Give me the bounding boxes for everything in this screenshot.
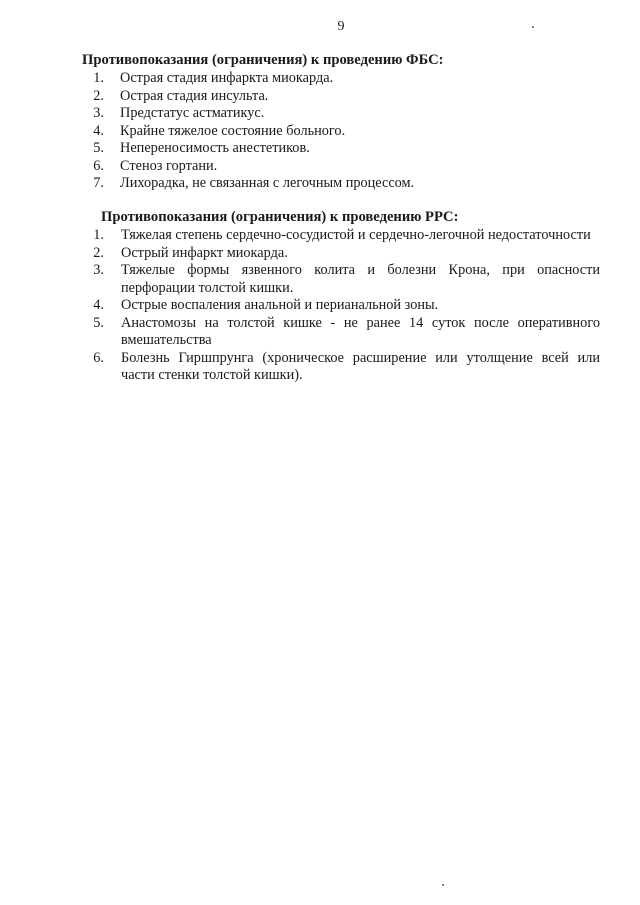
list-item-number: 1. [93, 70, 104, 86]
list-item [0, 158, 640, 176]
scan-speck [442, 884, 444, 886]
list-item-number: 2. [93, 87, 104, 104]
list-item-number: 3. [93, 105, 104, 121]
list-item [0, 227, 640, 245]
list-item-number: 2. [93, 244, 104, 261]
list-item-text: Лихорадка, не связанная с легочным процессом. [120, 175, 415, 191]
fbs-contraindications-section [0, 52, 640, 193]
list-item-text: Острая стадия инсульта. [120, 87, 269, 104]
list-item-number: 7. [93, 175, 104, 191]
list-item-text: Острый инфаркт миокарда. [121, 244, 288, 261]
scan-speck [532, 26, 534, 28]
list-item-number: 1. [93, 227, 104, 243]
list-item-text: Непереносимость анестетиков. [120, 140, 310, 156]
list-item-text: Крайне тяжелое состояние больного. [120, 122, 346, 139]
fbs-heading: Противопоказания (ограничения) к проведению ФБС: [82, 52, 444, 68]
list-item-text: Острые воспаления анальной и перианальной зоны. [121, 297, 439, 313]
prs-contraindications-section [0, 209, 640, 385]
list-item-number: 4. [93, 297, 104, 313]
list-item-text: Острая стадия инфаркта миокарда. [120, 70, 334, 86]
list-item-number: 5. [93, 140, 104, 156]
list-item [0, 88, 640, 106]
list-item-text: Стеноз гортани. [120, 157, 218, 174]
list-item [0, 140, 640, 158]
list-item [0, 123, 640, 141]
prs-list [0, 227, 640, 385]
page-number: 9 [337, 19, 345, 34]
list-item-number: 4. [93, 122, 104, 139]
list-item [0, 262, 640, 297]
list-item-number: 6. [93, 349, 104, 366]
list-item-text: Анастомозы на толстой кишке - не ранее 14 суток после оперативного вмешательства [121, 314, 600, 348]
fbs-list [0, 70, 640, 193]
list-item [0, 350, 640, 385]
list-item [0, 70, 640, 88]
list-item [0, 297, 640, 315]
list-item [0, 315, 640, 350]
list-item-number: 5. [93, 314, 104, 331]
list-item-number: 3. [93, 262, 104, 278]
list-item-text: Тяжелые формы язвенного колита и болезни Крона, при опасности перфорации толстой кишки. [121, 262, 600, 296]
list-item [0, 175, 640, 193]
list-item-text: Тяжелая степень сердечно-сосудистой и сердечно-легочной недостаточности [121, 227, 591, 243]
list-item [0, 245, 640, 263]
list-item-number: 6. [93, 157, 104, 174]
list-item-text: Болезнь Гиршпрунга (хроническое расширение или утолщение всей или части стенки толстой кишки). [121, 349, 600, 383]
list-item [0, 105, 640, 123]
prs-heading: Противопоказания (ограничения) к проведению РРС: [101, 209, 459, 225]
list-item-text: Предстатус астматикус. [120, 105, 265, 121]
